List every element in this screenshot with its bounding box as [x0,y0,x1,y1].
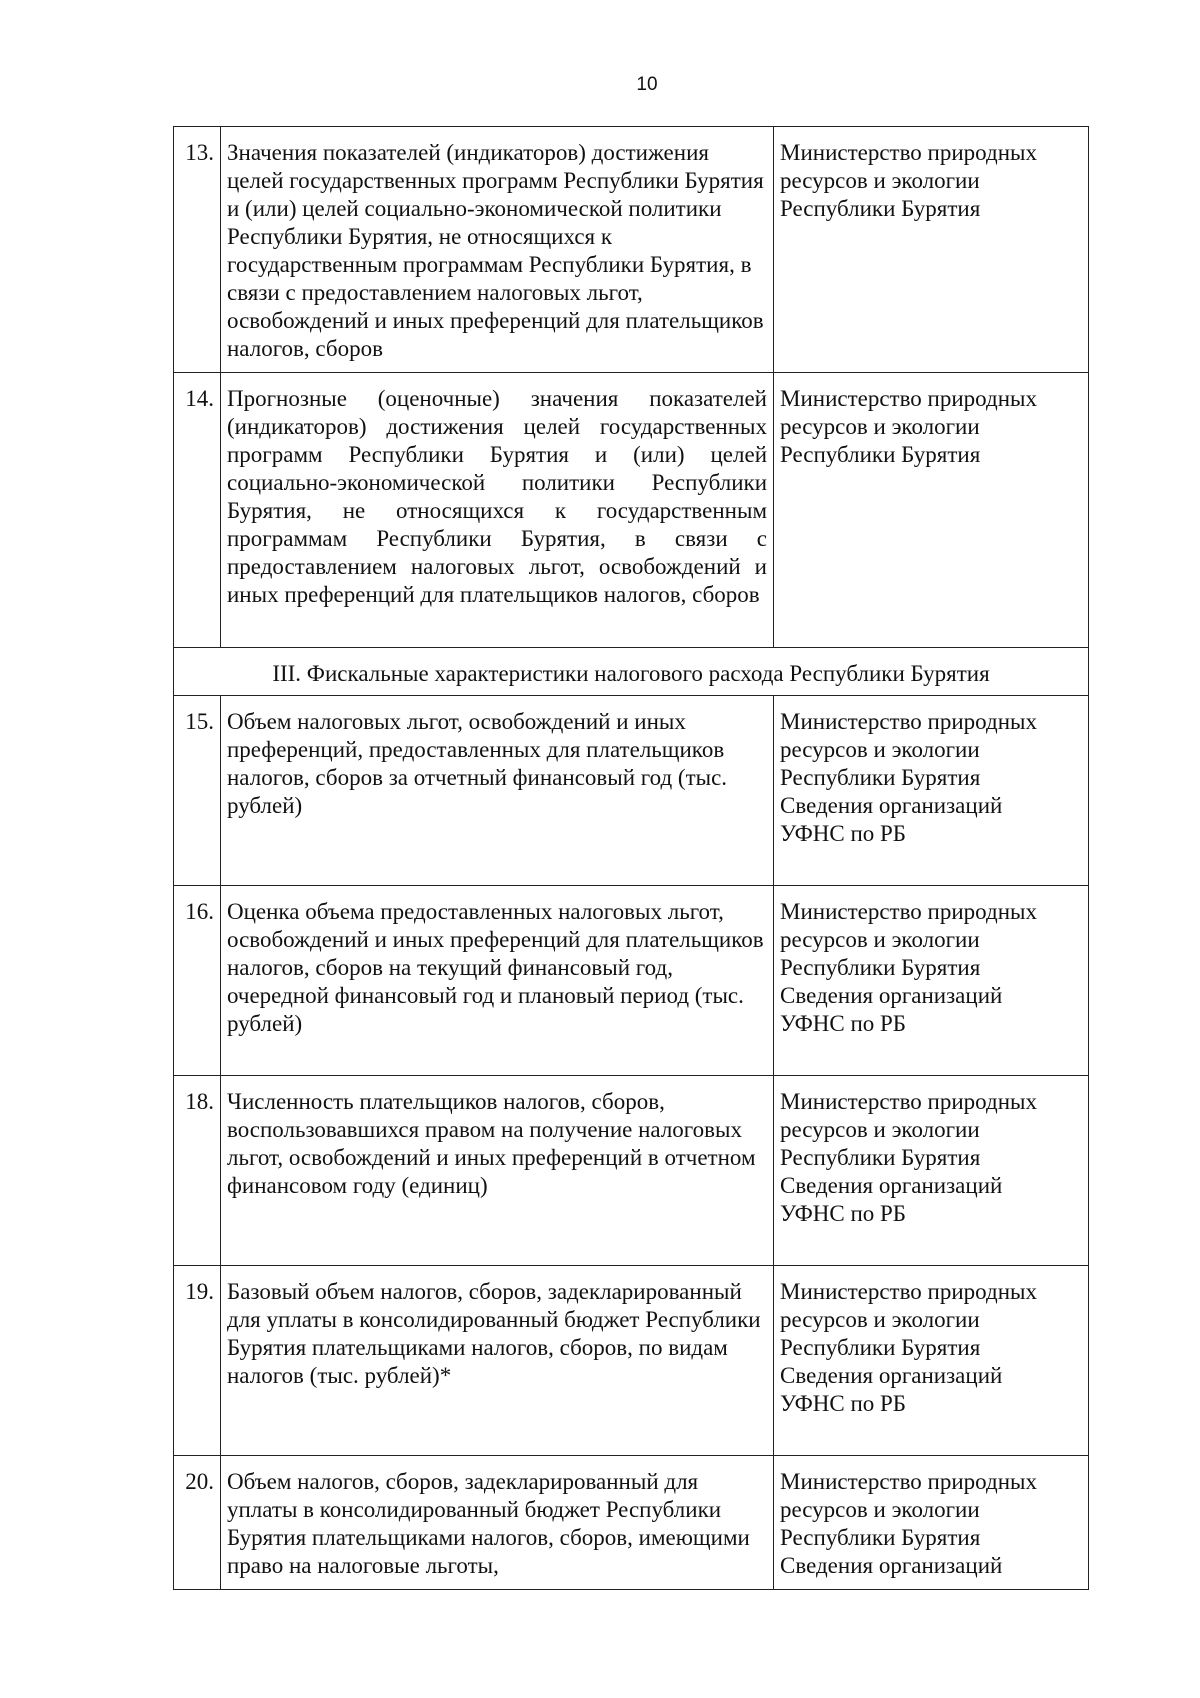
indicator-name: Объем налогов, сборов, задекларированный для уплаты в консолидированный бюджет Республики Бурятия плательщиками налогов, сборов, имеющими право на налоговые льготы, [221,1456,774,1590]
source-line: Министерство природных [780,899,1037,924]
source-line: УФНС по РБ [780,1391,907,1416]
table-row [174,373,1089,648]
source-line: УФНС по РБ [780,821,907,846]
source-line: Министерство природных [780,1089,1037,1114]
section-title: III. Фискальные характеристики налогового расхода Республики Бурятия [174,648,1089,696]
source-line: Сведения организаций [780,1363,1003,1388]
data-source [774,127,1089,373]
indicator-name: Базовый объем налогов, сборов, задекларированный для уплаты в консолидированный бюджет Республики Бурятия плательщиками налогов, сборов, по видам налогов (тыс. рублей)* [221,1266,774,1456]
source-line: ресурсов и экологии [780,414,980,439]
section-header-row [174,648,1089,696]
source-line: Республики Бурятия [780,1525,981,1550]
source-line: Республики Бурятия [780,765,981,790]
table-row [174,1266,1089,1456]
data-source [774,1076,1089,1266]
source-line: Сведения организаций [780,1173,1003,1198]
source-line: Министерство природных [780,140,1037,165]
source-line: ресурсов и экологии [780,737,980,762]
indicator-name: Объем налоговых льгот, освобождений и иных преференций, предоставленных для плательщиков налогов, сборов за отчетный финансовый год (тыс. рублей) [221,696,774,886]
source-line: ресурсов и экологии [780,1307,980,1332]
source-line: ресурсов и экологии [780,927,980,952]
source-line: Республики Бурятия [780,955,981,980]
source-line: Республики Бурятия [780,196,981,221]
source-line: Республики Бурятия [780,1145,981,1170]
row-number: 18. [174,1076,221,1266]
data-source [774,373,1089,648]
source-line: УФНС по РБ [780,1201,907,1226]
data-source [774,886,1089,1076]
row-number: 16. [174,886,221,1076]
source-line: УФНС по РБ [780,1011,907,1036]
row-number: 19. [174,1266,221,1456]
table-row [174,1456,1089,1590]
table-row [174,127,1089,373]
indicator-name: Прогнозные (оценочные) значения показателей (индикаторов) достижения целей государственных программ Республики Бурятия и (или) целей социально-экономической политики Республики Бурятия, не относящихся к государственным программам Республики Бурятия, в связи с предоставлением налоговых льгот, освобождений и иных преференций для плательщиков налогов, сборов [221,373,774,648]
data-source [774,1266,1089,1456]
table-row [174,696,1089,886]
indicators-table [173,126,1089,1590]
source-line: ресурсов и экологии [780,1497,980,1522]
source-line: Сведения организаций [780,793,1003,818]
source-line: Министерство природных [780,709,1037,734]
source-line: Министерство природных [780,1279,1037,1304]
row-number: 20. [174,1456,221,1590]
source-line: Министерство природных [780,1469,1037,1494]
data-source [774,696,1089,886]
indicator-name: Значения показателей (индикаторов) достижения целей государственных программ Республики Бурятия и (или) целей социально-экономической политики Республики Бурятия, не относящихся к государственным программам Республики Бурятия, в связи с предоставлением налоговых льгот, освобождений и иных преференций для плательщиков налогов, сборов [221,127,774,373]
source-line: Республики Бурятия [780,1335,981,1360]
source-line: Министерство природных [780,386,1037,411]
source-line: Сведения организаций [780,983,1003,1008]
row-number: 13. [174,127,221,373]
row-number: 15. [174,696,221,886]
source-line: ресурсов и экологии [780,1117,980,1142]
table-row [174,1076,1089,1266]
page-number: 10 [636,74,658,95]
row-number: 14. [174,373,221,648]
table-row [174,886,1089,1076]
source-line: Сведения организаций [780,1553,1003,1578]
source-line: Республики Бурятия [780,442,981,467]
indicator-name: Оценка объема предоставленных налоговых льгот, освобождений и иных преференций для плательщиков налогов, сборов на текущий финансовый год, очередной финансовый год и плановый период (тыс. рублей) [221,886,774,1076]
data-source [774,1456,1089,1590]
indicator-name: Численность плательщиков налогов, сборов, воспользовавшихся правом на получение налоговых льгот, освобождений и иных преференций в отчетном финансовом году (единиц) [221,1076,774,1266]
source-line: ресурсов и экологии [780,168,980,193]
